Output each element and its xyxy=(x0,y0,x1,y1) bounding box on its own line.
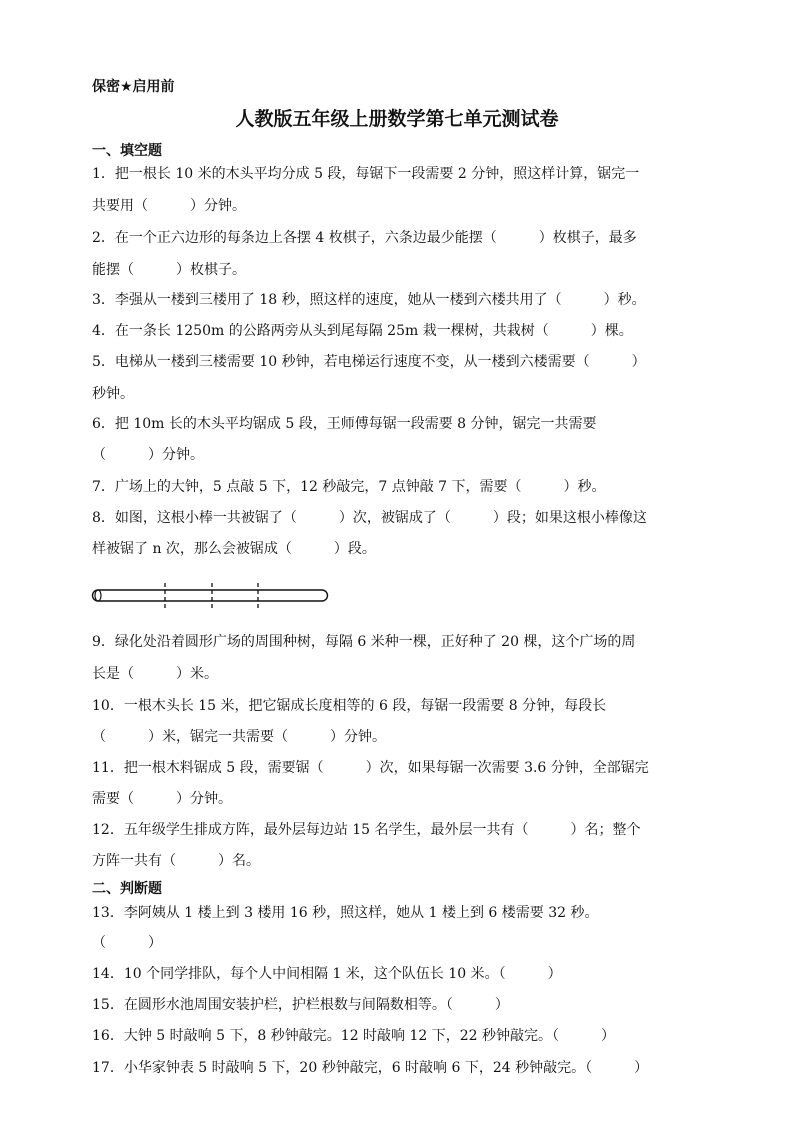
question-line: 秒钟。 xyxy=(92,386,134,402)
question-line: （ ） xyxy=(92,935,162,951)
question-line: 3．李强从一楼到三楼用了 18 秒，照这样的速度，她从一楼到六楼共用了（ ）秒。 xyxy=(92,292,646,308)
stick-diagram xyxy=(90,583,335,609)
question-line: 6．把 10m 长的木头平均锯成 5 段，王师傅每锯一段需要 8 分钟，锯完一共需要 xyxy=(92,416,597,432)
question-line: 需要（ ）分钟。 xyxy=(92,791,232,807)
question-line: 17．小华家钟表 5 时敲响 5 下，20 秒钟敲完，6 时敲响 6 下，24 秒钟敲完。（ ） xyxy=(92,1060,649,1076)
question-line: 15．在圆形水池周围安装护栏，护栏根数与间隔数相等。（ ） xyxy=(92,997,509,1013)
question-line: （ ）米，锯完一共需要（ ）分钟。 xyxy=(92,729,386,745)
question-line: 4．在一条长 1250m 的公路两旁从头到尾每隔 25m 栽一棵树，共栽树（ ）棵。 xyxy=(92,323,633,339)
question-line: 1．把一根长 10 米的木头平均分成 5 段，每锯下一段需要 2 分钟，照这样计算，锯完一 xyxy=(92,166,640,182)
question-line: 7．广场上的大钟，5 点敲 5 下，12 秒敲完，7 点钟敲 7 下，需要（ ）秒。 xyxy=(92,479,606,495)
question-line: 9．绿化处沿着圆形广场的周围种树，每隔 6 米种一棵，正好种了 20 棵，这个广场的周 xyxy=(92,634,636,650)
page-title: 人教版五年级上册数学第七单元测试卷 xyxy=(235,108,559,130)
stick-body xyxy=(93,590,328,601)
question-line: 方阵一共有（ ）名。 xyxy=(92,853,260,869)
stick-end xyxy=(95,590,101,601)
question-line: 13．李阿姨从 1 楼上到 3 楼用 16 秒，照这样，她从 1 楼上到 6 楼需要 32 秒。 xyxy=(92,905,599,921)
question-line: 5．电梯从一楼到三楼需要 10 秒钟，若电梯运行速度不变，从一楼到六楼需要（ ） xyxy=(92,354,646,370)
question-line: 8．如图，这根小棒一共被锯了（ ）次，被锯成了（ ）段；如果这根小棒像这 xyxy=(92,510,647,526)
question-line: 11．把一根木料锯成 5 段，需要锯（ ）次，如果每锯一次需要 3.6 分钟，全部锯完 xyxy=(92,760,649,776)
question-line: 能摆（ ）枚棋子。 xyxy=(92,262,246,278)
question-line: 样被锯了 n 次，那么会被锯成（ ）段。 xyxy=(92,541,376,557)
section-heading-fill-blank: 一、填空题 xyxy=(92,143,162,159)
question-line: 14．10 个同学排队，每个人中间相隔 1 米，这个队伍长 10 米。（ ） xyxy=(92,966,562,982)
question-line: 长是（ ）米。 xyxy=(92,666,218,682)
question-line: 共要用（ ）分钟。 xyxy=(92,198,246,214)
question-line: 2．在一个正六边形的每条边上各摆 4 枚棋子，六条边最少能摆（ ）枚棋子，最多 xyxy=(92,230,637,246)
question-line: 12．五年级学生排成方阵，最外层每边站 15 名学生，最外层一共有（ ）名；整个 xyxy=(92,822,641,838)
question-line: 10．一根木头长 15 米，把它锯成长度相等的 6 段，每锯一段需要 8 分钟，每段长 xyxy=(92,698,607,714)
question-line: 16．大钟 5 时敲响 5 下，8 秒钟敲完。12 时敲响 12 下，22 秒钟敲完。（ ） xyxy=(92,1028,616,1044)
confidential-label: 保密★启用前 xyxy=(92,79,175,95)
section-heading-judgement: 二、判断题 xyxy=(92,881,162,897)
question-line: （ ）分钟。 xyxy=(92,447,204,463)
